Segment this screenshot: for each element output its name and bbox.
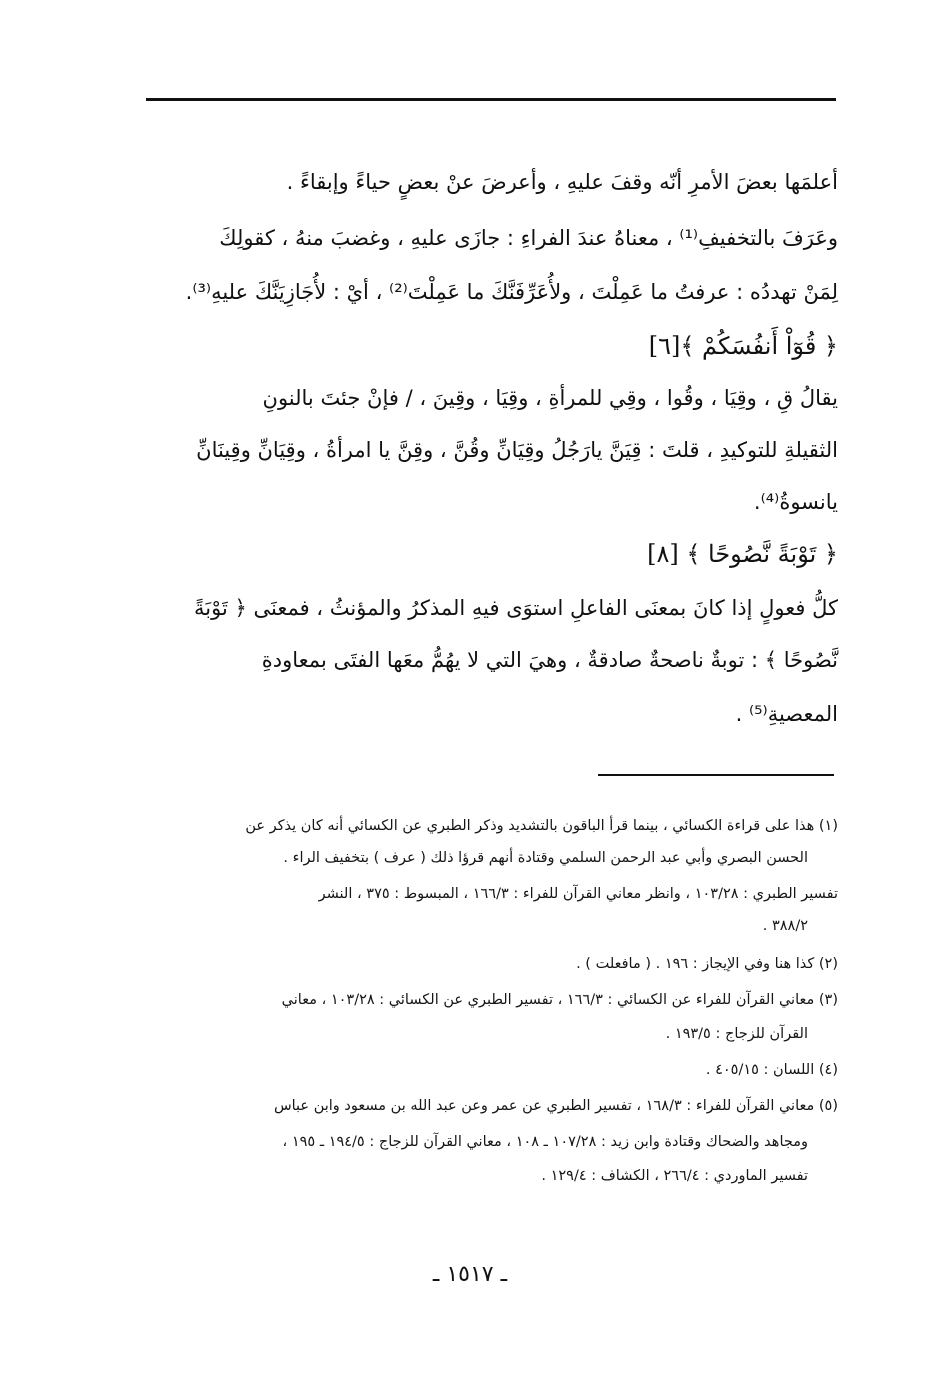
footnote-line: (٣) معاني القرآن للفراء عن الكسائي : ١٦٦/٣ ، تفسير الطبري عن الكسائي : ١٠٣/٢٨ ، معاني — [281, 992, 838, 1008]
quran-verse: ﴿ قُوٓاْ أَنفُسَكُمْ ﴾[٦] — [648, 332, 838, 360]
body-line: أعلمَها بعضَ الأمرِ أنّه وقفَ عليهِ ، وأعرضَ عنْ بعضٍ حياءً وإبقاءً . — [286, 170, 838, 194]
body-line: لِمَنْ تهددُه : عرفتُ ما عَمِلْتَ ، ولأُعَرِّفَنَّكَ ما عَمِلْتَ⁽²⁾ ، أيْ : لأُجَازِيَنَّكَ عليهِ⁽³⁾. — [185, 280, 838, 304]
footnote-line: (١) هذا على قراءة الكسائي ، بينما قرأ الباقون بالتشديد وذكر الطبري عن الكسائي أنه كان يذكر عن — [245, 818, 838, 834]
footnote-line: تفسير الماوردي : ٢٦٦/٤ ، الكشاف : ١٢٩/٤ . — [541, 1168, 808, 1184]
body-line: المعصيةِ⁽⁵⁾ . — [735, 702, 838, 726]
body-line: كلُّ فعولٍ إذا كانَ بمعنَى الفاعلِ استوَى فيهِ المذكرُ والمؤنثُ ، فمعنَى ﴿ تَوْبَةً — [194, 596, 838, 620]
quran-verse: ﴿ تَوْبَةً نَّصُوحًا ﴾ [٨] — [647, 540, 838, 568]
body-line: يانسوةُ⁽⁴⁾. — [753, 490, 838, 514]
body-line: وعَرَفَ بالتخفيفِ⁽¹⁾ ، معناهُ عندَ الفراءِ : جازَى عليهِ ، وغضبَ منهُ ، كقولِكَ — [219, 226, 838, 250]
footnote-line: القرآن للزجاج : ١٩٣/٥ . — [665, 1026, 808, 1042]
footnote-line: ٣٨٨/٢ . — [762, 918, 808, 934]
header-rule — [146, 98, 836, 101]
footnote-line: (٥) معاني القرآن للفراء : ١٦٨/٣ ، تفسير الطبري عن عمر وعن عبد الله بن مسعود وابن عباس — [273, 1098, 838, 1114]
footnote-line: الحسن البصري وأبي عبد الرحمن السلمي وقتادة أنهم قرؤا ذلك ( عرف ) بتخفيف الراء . — [283, 850, 808, 866]
footnote-separator — [598, 774, 834, 776]
body-line: نَّصُوحًا ﴾ : توبةٌ ناصحةٌ صادقةٌ ، وهيَ التي لا يهُمُّ معَها الفتَى بمعاودةِ — [261, 648, 838, 672]
footnote-line: (٢) كذا هنا وفي الإيجاز : ١٩٦ . ( مافعلت ) . — [576, 956, 838, 972]
footnote-line: تفسير الطبري : ١٠٣/٢٨ ، وانظر معاني القرآن للفراء : ١٦٦/٣ ، المبسوط : ٣٧٥ ، النشر — [318, 886, 838, 902]
body-line: يقالُ قِ ، وقِيَا ، وقُوا ، وقِي للمرأةِ ، وقِيَا ، وقِينَ ، / فإنْ جئتَ بالنونِ — [262, 386, 838, 410]
page-number: ـ ١٥١٧ ـ — [432, 1262, 508, 1287]
footnote-line: (٤) اللسان : ٤٠٥/١٥ . — [705, 1062, 838, 1078]
body-line: الثقيلةِ للتوكيدِ ، قلتَ : قِيَنَّ يارَجُلُ وقِيَانِّ وقُنَّ ، وقِنَّ يا امرأةُ ، وقِيَانِّ وقِينَانِّ — [196, 438, 838, 462]
footnote-line: ومجاهد والضحاك وقتادة وابن زيد : ١٠٧/٢٨ ـ ١٠٨ ، معاني القرآن للزجاج : ١٩٤/٥ ـ ١٩٥ ، — [282, 1134, 808, 1150]
